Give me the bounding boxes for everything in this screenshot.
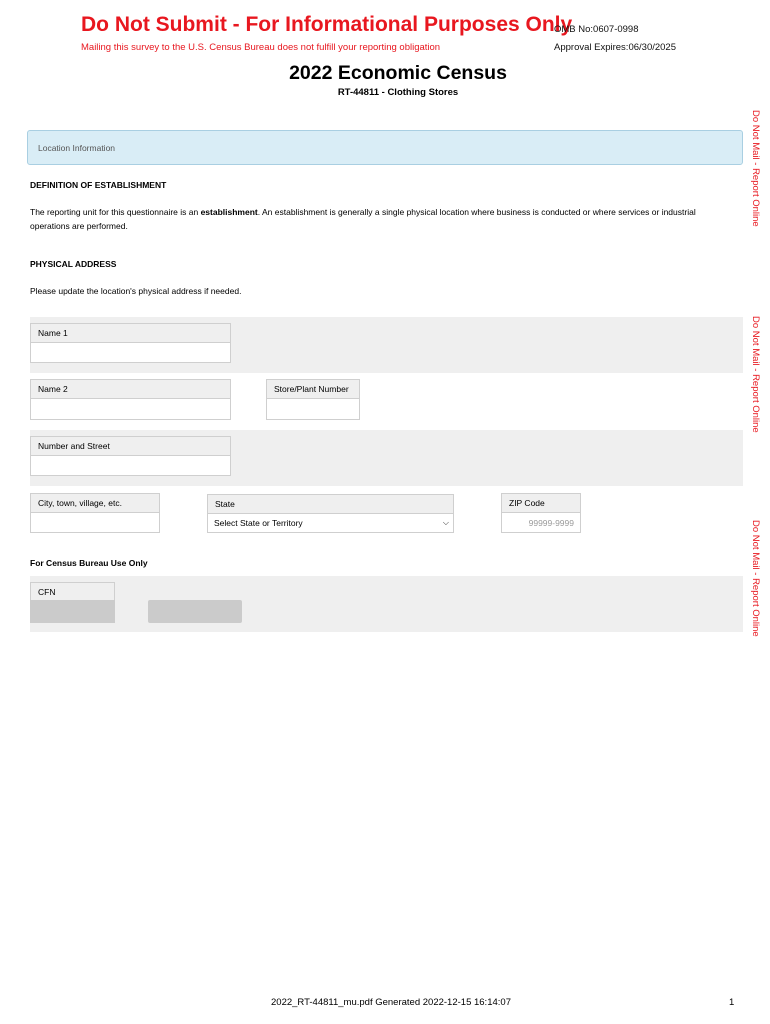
section-banner: Location Information xyxy=(27,130,743,165)
page-title: 2022 Economic Census xyxy=(289,62,507,84)
street-label: Number and Street xyxy=(31,437,230,456)
state-label: State xyxy=(208,495,453,514)
zip-field xyxy=(501,493,581,533)
side-mark-2: Do Not Mail - Report Online xyxy=(750,316,761,433)
street-field xyxy=(30,436,231,476)
side-mark-3: Do Not Mail - Report Online xyxy=(750,520,761,637)
zip-label: ZIP Code xyxy=(502,494,580,513)
city-label: City, town, village, etc. xyxy=(31,494,159,513)
cfn-value-box xyxy=(30,600,115,623)
state-field xyxy=(207,494,454,533)
zip-input[interactable] xyxy=(502,513,580,532)
page-subtitle: RT-44811 - Clothing Stores xyxy=(337,87,459,98)
census-use-heading: For Census Bureau Use Only xyxy=(30,558,148,568)
physical-address-instruction: Please update the location's physical address if needed. xyxy=(30,286,242,296)
name1-input[interactable] xyxy=(31,343,230,362)
definition-text-start: The reporting unit for this questionnaire is an xyxy=(30,207,201,217)
city-input[interactable] xyxy=(31,513,159,532)
name2-field xyxy=(30,379,231,420)
street-input[interactable] xyxy=(31,456,230,475)
cfn-secondary-box xyxy=(148,600,242,623)
cfn-label: CFN xyxy=(31,583,114,602)
name2-label: Name 2 xyxy=(31,380,230,399)
name2-input[interactable] xyxy=(31,399,230,419)
footer-text: 2022_RT-44811_mu.pdf Generated 2022-12-15 16:14:07 xyxy=(271,997,511,1008)
side-mark-1: Do Not Mail - Report Online xyxy=(750,110,761,227)
name1-label: Name 1 xyxy=(31,324,230,343)
approval-expires: Approval Expires:06/30/2025 xyxy=(554,42,676,53)
city-field xyxy=(30,493,160,533)
definition-text xyxy=(30,205,730,233)
store-plant-input[interactable] xyxy=(267,399,359,419)
definition-heading: DEFINITION OF ESTABLISHMENT xyxy=(30,180,167,190)
omb-number: OMB No:0607-0998 xyxy=(554,24,639,35)
store-plant-field xyxy=(266,379,360,420)
state-select[interactable] xyxy=(208,514,453,532)
state-select-wrap xyxy=(208,514,453,532)
store-plant-label: Store/Plant Number xyxy=(267,380,359,399)
chevron-down-icon: ⌵ xyxy=(442,518,449,527)
definition-text-end: . An establishment is generally a single physical location where business is conducted or where services or industrial operations are performed. xyxy=(30,207,696,231)
definition-bold-term: establishment xyxy=(200,207,258,217)
cfn-field xyxy=(30,582,115,601)
row-census-use xyxy=(30,576,743,632)
name1-field xyxy=(30,323,231,363)
warning-title: Do Not Submit - For Informational Purposes Only xyxy=(81,13,573,36)
page-number: 1 xyxy=(729,997,735,1008)
warning-subtitle: Mailing this survey to the U.S. Census Bureau does not fulfill your reporting obligation xyxy=(81,42,441,53)
physical-address-heading: PHYSICAL ADDRESS xyxy=(30,259,117,269)
